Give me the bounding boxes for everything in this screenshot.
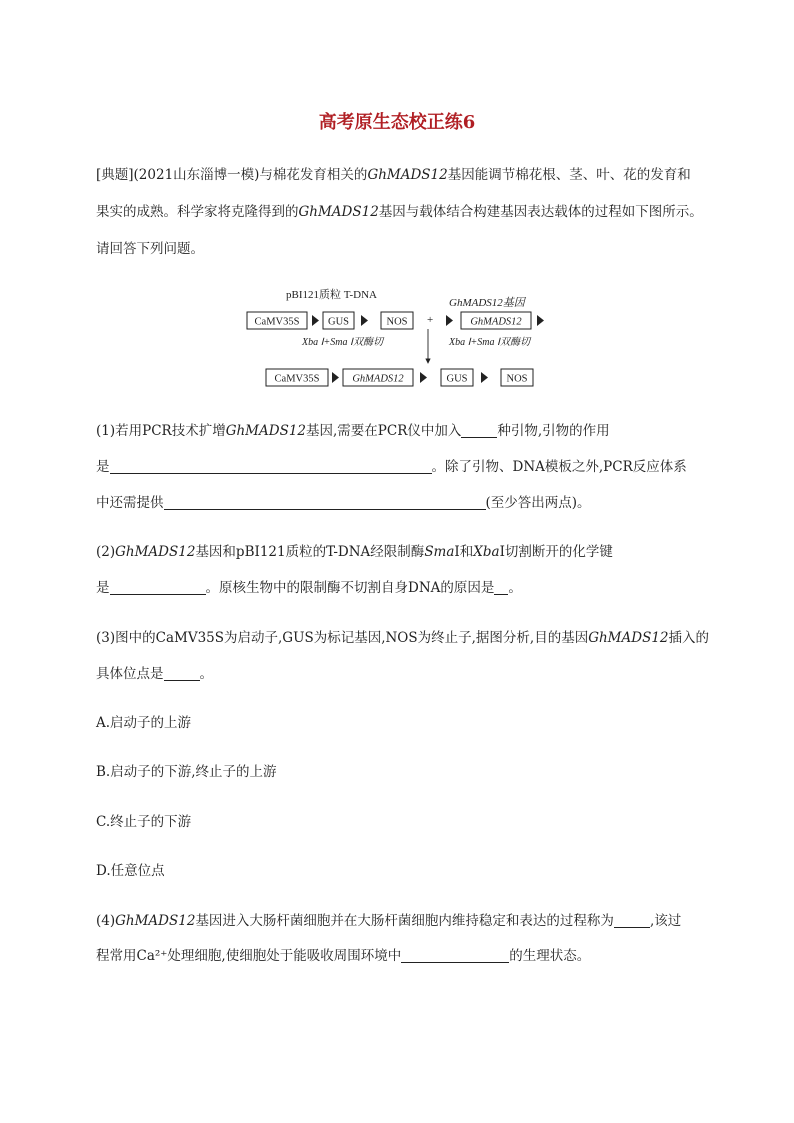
option-b[interactable]: B.启动子的下游,终止子的上游 [96,764,277,780]
q3-text: 。 [199,666,213,682]
option-d[interactable]: D.任意位点 [96,863,165,879]
gene-fragment-label: GhMADS12基因 [449,297,525,309]
gene-name: GhMADS12 [298,204,379,220]
plus-sign: + [427,314,434,326]
answer-blank[interactable] [614,913,650,928]
q3-text: (3)图中的CaMV35S为启动子,GUS为标记基因,NOS为终止子,据图分析,目的基因 [96,630,589,646]
option-a[interactable]: A.启动子的上游 [96,715,192,731]
question-2-line-2 [96,579,522,597]
arrow-icon [312,315,319,326]
q2-text: (2) [96,544,116,560]
intro-line-1 [96,166,691,184]
q1-text: 是 [96,459,110,475]
q1-text: 中还需提供 [96,495,164,511]
q2-text: Ⅰ和 [454,544,474,560]
q4-text: (4) [96,913,116,929]
arrow-icon [481,372,488,383]
question-4-line-1 [96,912,681,930]
intro-text: 基因能调节棉花根、茎、叶、花的发育和 [447,167,691,183]
answer-blank[interactable] [461,423,497,438]
arrow-icon [537,315,544,326]
terminator-label-bottom: NOS [506,373,528,385]
gene-name: GhMADS12 [115,544,196,560]
q1-text: (1)若用PCR技术扩增 [96,423,226,439]
arrow-icon [446,315,453,326]
terminator-label-top: NOS [386,316,408,328]
answer-blank[interactable] [110,459,432,474]
answer-blank[interactable] [110,580,206,595]
q2-text: 。 [508,580,522,596]
q1-text: (至少答出两点)。 [485,495,591,511]
question-3-line-2 [96,665,213,683]
plasmid-label: pBI121质粒 T-DNA [286,289,377,301]
q2-text: Ⅰ切割断开的化学键 [499,544,613,560]
answer-blank[interactable] [164,495,486,510]
q4-text: 基因进入大肠杆菌细胞并在大肠杆菌细胞内维持稳定和表达的过程称为 [195,913,614,929]
q3-text: 插入的 [668,630,710,646]
q1-text: 种引物,引物的作用 [497,423,610,439]
option-c[interactable]: C.终止子的下游 [96,814,192,830]
question-2-line-1 [96,543,613,561]
page-title: 高考原生态校正练6 [318,112,476,133]
question-1-line-1 [96,422,610,440]
q4-text: 的生理状态。 [509,948,591,964]
enzyme-cut-label-right: Xba Ⅰ+Sma Ⅰ双酶切 [449,337,530,348]
promoter-label-bottom: CaMV35S [274,373,320,385]
q2-text: 是 [96,580,110,596]
question-3-line-1 [96,629,709,647]
q2-text: 基因和pBI121质粒的T-DNA经限制酶 [195,544,425,560]
q3-text: 具体位点是 [96,666,164,682]
q4-text: 程常用Ca²⁺处理细胞,使细胞处于能吸收周围环境中 [96,948,402,964]
answer-blank[interactable] [164,666,200,681]
gene-name: GhMADS12 [115,913,196,929]
arrow-icon [332,372,339,383]
gene-name: GhMADS12 [588,630,669,646]
gene-name: GhMADS12 [367,167,448,183]
enzyme-name: Sma [424,544,455,560]
q4-text: ,该过 [649,913,682,929]
arrow-icon [420,372,427,383]
intro-line-2 [96,203,703,221]
gene-label-bottom: GhMADS12 [352,373,404,385]
gene-label-top: GhMADS12 [470,316,522,328]
answer-blank[interactable] [401,948,509,963]
intro-text: [典题](2021山东淄博一模)与棉花发育相关的 [96,167,368,183]
q1-text: 基因,需要在PCR仪中加入 [306,423,462,439]
enzyme-cut-label-left: Xba Ⅰ+Sma Ⅰ双酶切 [302,337,383,348]
question-4-line-2 [96,947,590,965]
question-1-line-3 [96,494,591,512]
intro-line-3: 请回答下列问题。 [96,241,204,257]
question-1-line-2 [96,458,687,476]
vector-construction-diagram [240,283,560,393]
intro-text: 基因与载体结合构建基因表达载体的过程如下图所示。 [378,204,703,220]
enzyme-name: Xba [473,544,500,560]
gene-name: GhMADS12 [225,423,307,439]
q2-text: 。原核生物中的限制酶不切割自身DNA的原因是 [205,580,495,596]
marker-label-top: GUS [327,316,350,328]
intro-text: 果实的成熟。科学家将克隆得到的 [96,204,299,220]
q1-text: 。除了引物、DNA模板之外,PCR反应体系 [431,459,687,475]
marker-label-bottom: GUS [446,373,468,385]
arrow-icon [361,315,368,326]
answer-blank[interactable] [494,580,508,595]
promoter-label-top: CaMV35S [254,316,300,328]
